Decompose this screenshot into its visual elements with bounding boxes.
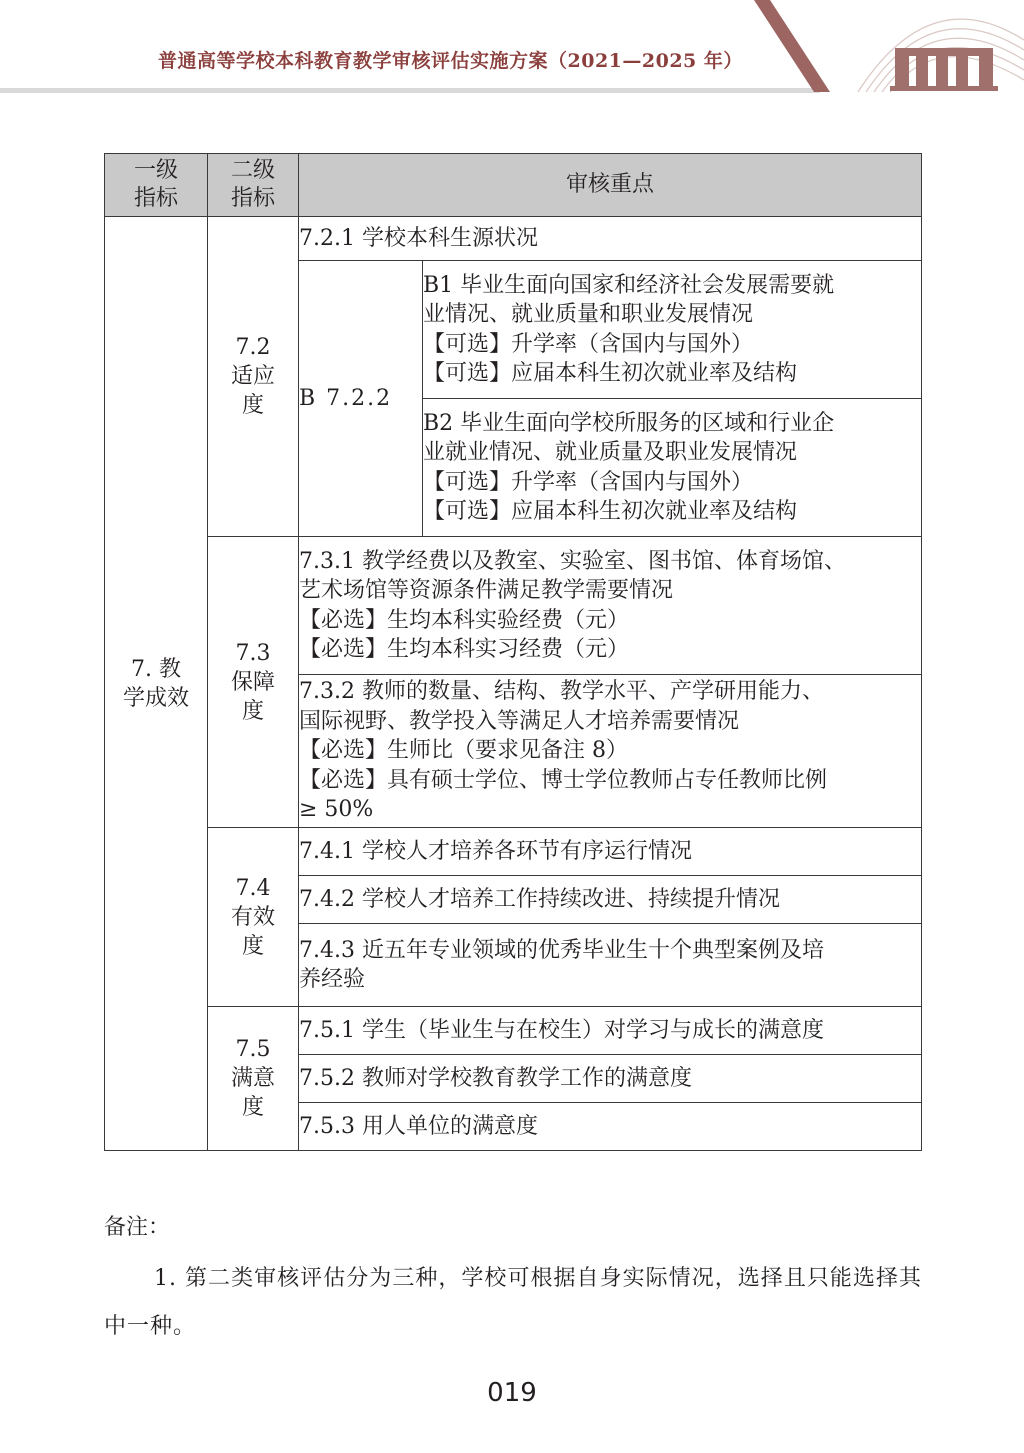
focus-7-2-1: 7.2.1 学校本科生源状况: [299, 217, 922, 261]
focus-b2: B2 毕业生面向学校所服务的区域和行业企 业就业情况、就业质量及职业发展情况 【可选】升学率（含国内与国外） 【可选】应届本科生初次就业率及结构: [423, 399, 922, 537]
focus-b1: B1 毕业生面向国家和经济社会发展需要就 业情况、就业质量和职业发展情况 【可选】升学率（含国内与国外） 【可选】应届本科生初次就业率及结构: [423, 261, 922, 399]
audit-indicator-table: [104, 153, 922, 1151]
table-header-row: [105, 154, 922, 217]
level2-indicator-7-3: 7.3 保障 度: [208, 537, 299, 828]
notes-title: 备注：: [104, 1215, 171, 1240]
focus-7-4-2: 7.4.2 学校人才培养工作持续改进、持续提升情况: [299, 876, 922, 924]
focus-7-5-3: 7.5.3 用人单位的满意度: [299, 1103, 922, 1151]
table-row: [105, 828, 922, 876]
focus-7-3-1: 7.3.1 教学经费以及教室、实验室、图书馆、体育场馆、 艺术场馆等资源条件满足教学需要情况 【必选】生均本科实验经费（元） 【必选】生均本科实习经费（元）: [299, 537, 922, 675]
header-level1-indicator: 一级 指标: [105, 154, 208, 217]
level2-indicator-7-5: 7.5 满意 度: [208, 1007, 299, 1151]
option-b-7-2-2-label: B 7.2.2: [299, 261, 423, 537]
table-row: [105, 1007, 922, 1055]
focus-7-5-2: 7.5.2 教师对学校教育教学工作的满意度: [299, 1055, 922, 1103]
header-rule: [0, 88, 820, 93]
focus-7-4-3: 7.4.3 近五年专业领域的优秀毕业生十个典型案例及培 养经验: [299, 924, 922, 1007]
campus-gate-logo: [740, 0, 1024, 100]
page-header: [0, 0, 1024, 100]
level2-indicator-7-2: 7.2 适应 度: [208, 217, 299, 537]
page-number: 019: [487, 1378, 537, 1408]
focus-7-5-1: 7.5.1 学生（毕业生与在校生）对学习与成长的满意度: [299, 1007, 922, 1055]
focus-7-3-2: 7.3.2 教师的数量、结构、教学水平、产学研用能力、 国际视野、教学投入等满足人才培养需要情况 【必选】生师比（要求见备注 8） 【必选】具有硕士学位、博士学位教师占专任教师比例 ≥ 50%: [299, 675, 922, 828]
document-title: 普通高等学校本科教育教学审核评估实施方案（2021—2025 年）: [158, 50, 743, 72]
header-level2-indicator: 二级 指标: [208, 154, 299, 217]
level1-indicator-cell: 7. 教 学成效: [105, 217, 208, 1151]
level2-indicator-7-4: 7.4 有效 度: [208, 828, 299, 1007]
focus-7-4-1: 7.4.1 学校人才培养各环节有序运行情况: [299, 828, 922, 876]
note-item: 1. 第二类审核评估分为三种，学校可根据自身实际情况，选择且只能选择其中一种。: [104, 1266, 922, 1339]
table-row: [105, 217, 922, 261]
table-row: [105, 537, 922, 675]
header-review-focus: 审核重点: [299, 154, 922, 217]
